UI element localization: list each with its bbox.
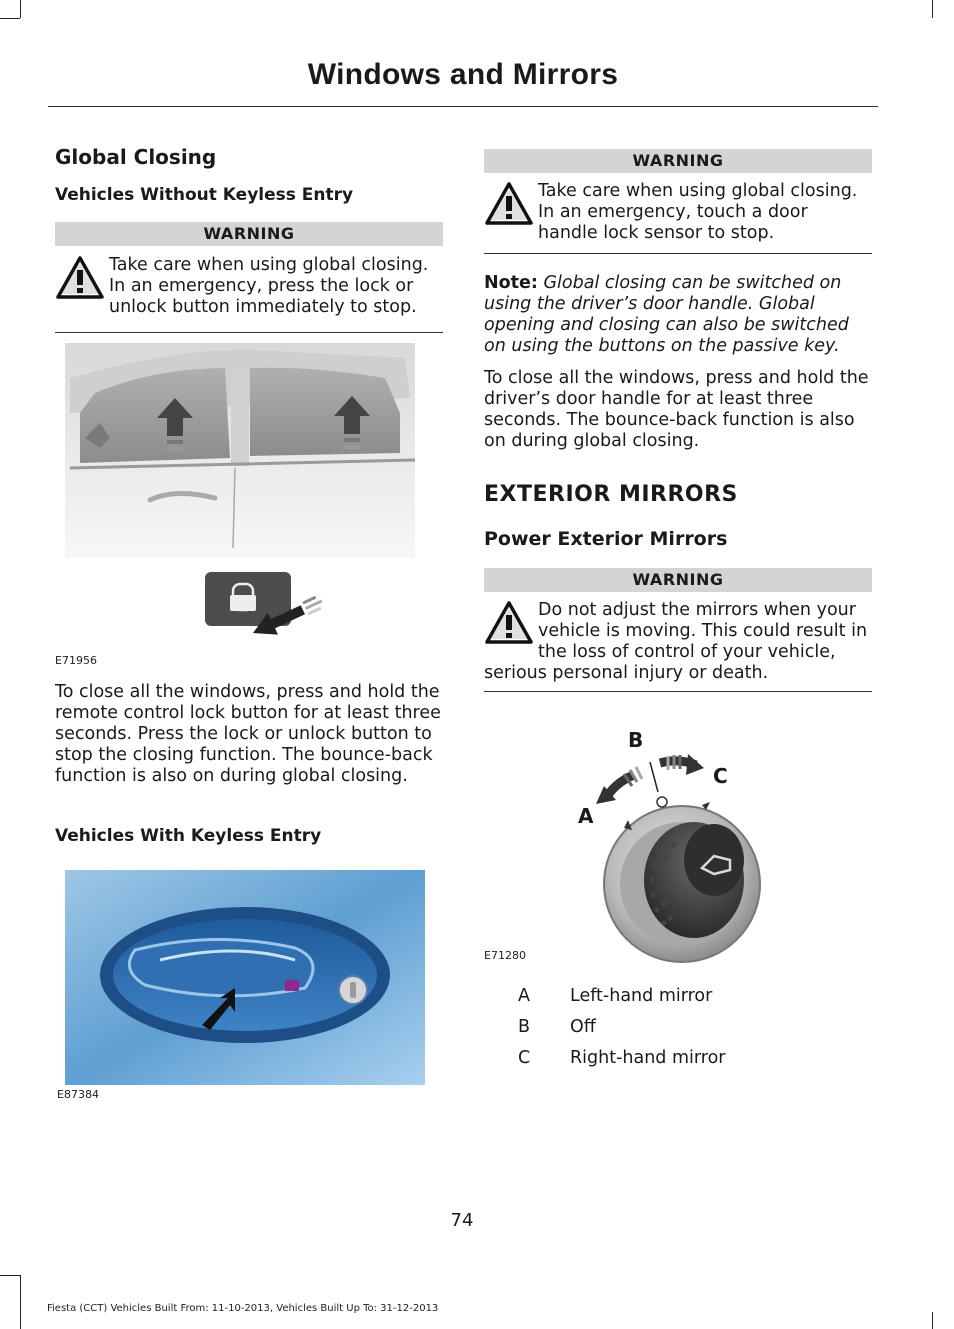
crop-mark [932,0,933,18]
legend-key: A [518,986,530,1006]
figure-car-windows [55,338,443,663]
legend-key: C [518,1048,531,1068]
figure-label: E71956 [55,654,97,667]
warning-box-2 [484,149,872,254]
warning-heading: WARNING [55,222,443,246]
crop-mark [0,18,20,19]
warning-box-1 [55,222,443,333]
legend-value: Right-hand mirror [570,1048,726,1068]
warning-triangle-icon [484,600,534,646]
figure-mirror-switch [564,720,784,965]
crop-mark [0,1275,20,1276]
section-title-exterior-mirrors: EXTERIOR MIRRORS [484,482,738,507]
note-text: Global closing can be switched on using the driver’s door handle. Global opening and closing can also be switched on using the buttons on the passive key. [484,273,849,356]
callout-a: A [578,804,594,828]
subheading-with-keyless: Vehicles With Keyless Entry [55,826,322,846]
note-paragraph [484,273,872,357]
footer-text: Fiesta (CCT) Vehicles Built From: 11-10-2013, Vehicles Built Up To: 31-12-2013 [47,1303,439,1314]
section-title-global-closing: Global Closing [55,145,217,169]
callout-b: B [628,728,644,752]
note-label: Note: [484,273,538,293]
warning-heading: WARNING [484,568,872,592]
crop-mark [932,1312,933,1329]
figure-door-handle [65,870,425,1085]
paragraph-door-handle-close: To close all the windows, press and hold the driver’s door handle for at least three seconds. The bounce-back function is also on during global closing. [484,368,869,451]
figure-label: E71280 [484,949,526,962]
warning-text: Take care when using global closing. In an emergency, press the lock or unlock button immediately to stop. [109,255,429,317]
subheading-power-mirrors: Power Exterior Mirrors [484,528,728,550]
subheading-without-keyless: Vehicles Without Keyless Entry [55,185,354,205]
warning-box-3 [484,568,872,692]
title-rule [48,106,878,107]
page-number: 74 [450,1210,474,1231]
figure-label: E87384 [57,1088,99,1101]
legend-key: B [518,1017,531,1037]
crop-mark [20,0,21,18]
callout-c: C [713,764,728,788]
warning-text: Do not adjust the mirrors when your vehicle is moving. This could result in the loss of control of your vehicle, serious personal injury or death. [484,600,868,683]
crop-mark [20,1275,21,1329]
page-title: Windows and Mirrors [307,58,619,91]
warning-triangle-icon [484,181,534,227]
paragraph-remote-close: To close all the windows, press and hold the remote control lock button for at least three seconds. Press the lock or unlock button to stop the closing function. The bounce-back function is also on during global closing. [55,682,441,786]
legend-value: Off [570,1017,596,1037]
warning-triangle-icon [55,255,105,301]
warning-heading: WARNING [484,149,872,173]
legend-value: Left-hand mirror [570,986,713,1006]
warning-text: Take care when using global closing. In an emergency, touch a door handle lock sensor to stop. [538,181,858,243]
